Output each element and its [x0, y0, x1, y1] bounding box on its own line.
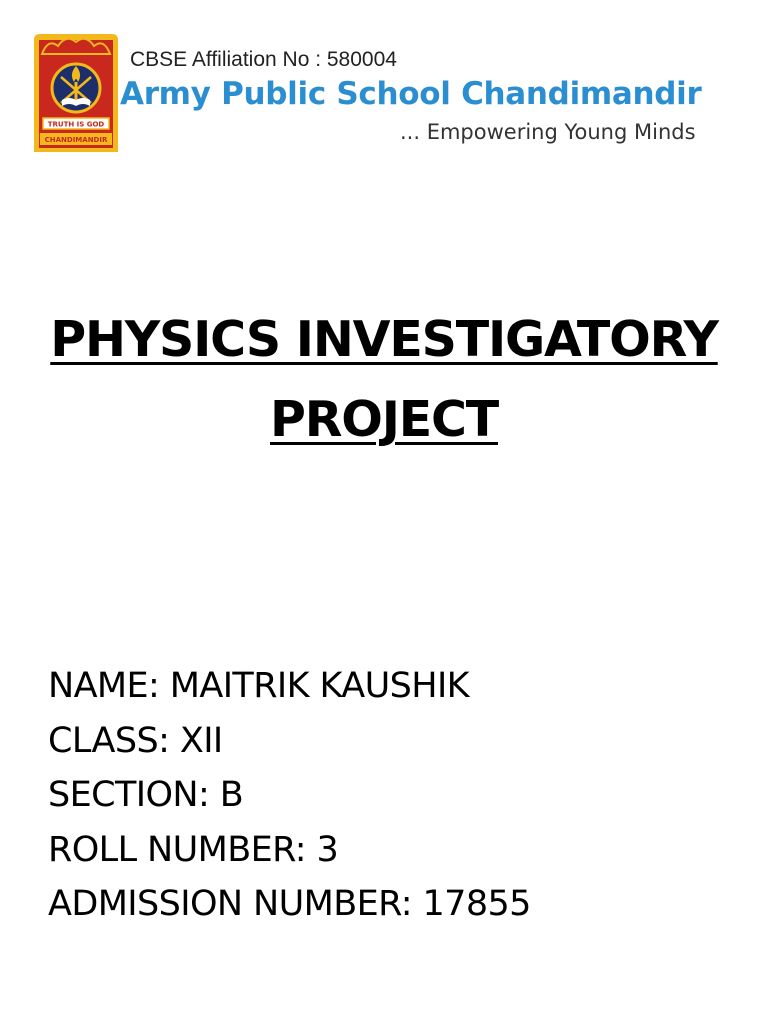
- student-details: [48, 659, 531, 932]
- school-name: Army Public School Chandimandir: [120, 76, 702, 112]
- student-class: CLASS: XII: [48, 720, 223, 761]
- student-admission-number: ADMISSION NUMBER: 17855: [48, 884, 531, 924]
- school-header: [28, 30, 748, 160]
- student-name: NAME: MAITRIK KAUSHIK: [48, 666, 470, 706]
- project-title: [0, 300, 768, 460]
- project-title-line-2: PROJECT: [270, 391, 498, 448]
- student-roll-number: ROLL NUMBER: 3: [48, 829, 339, 870]
- school-tagline: ... Empowering Young Minds: [400, 120, 696, 144]
- student-section: SECTION: B: [48, 775, 244, 815]
- emblem-motto: TRUTH IS GOD: [47, 120, 105, 129]
- army-public-school-crest-icon: [28, 30, 124, 158]
- project-title-line-1: PHYSICS INVESTIGATORY: [50, 311, 718, 368]
- cbse-affiliation: CBSE Affiliation No : 580004: [130, 48, 397, 71]
- emblem-place: CHANDIMANDIR: [44, 136, 108, 144]
